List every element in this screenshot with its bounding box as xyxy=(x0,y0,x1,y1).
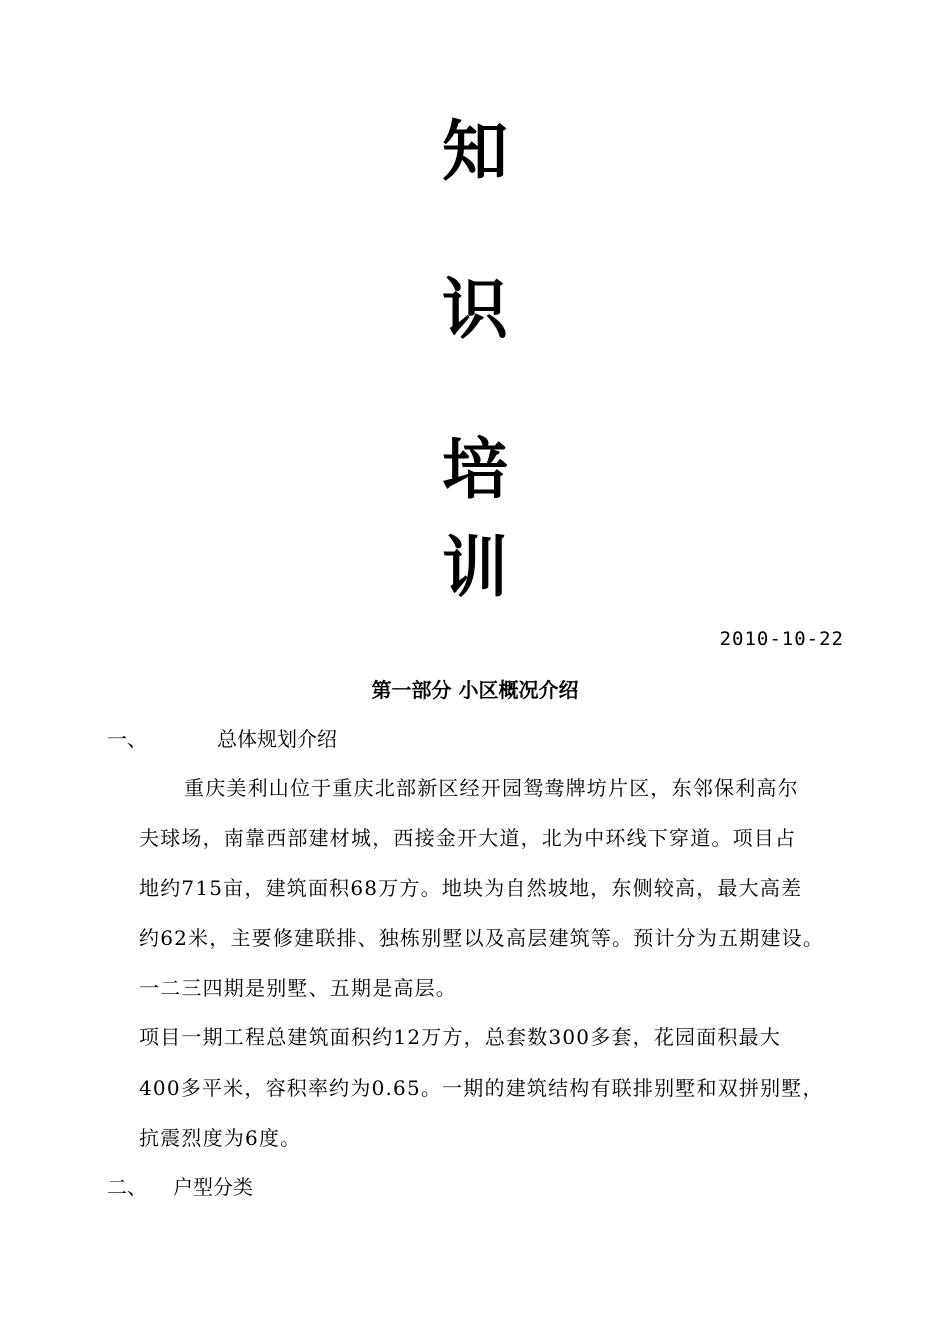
paragraph-line: 重庆美利山位于重庆北部新区经开园鸳鸯牌坊片区，东邻保利高尔 xyxy=(184,776,799,800)
section-number: 二、 xyxy=(107,1175,147,1199)
paragraph-line: 夫球场，南靠西部建材城，西接金开大道，北为中环线下穿道。项目占 xyxy=(139,826,797,850)
section-title: 总体规划介绍 xyxy=(217,727,337,751)
cover-title-char: 培 xyxy=(442,431,508,508)
cover-title-char: 识 xyxy=(442,271,508,348)
cover-title-char: 知 xyxy=(442,113,508,190)
section-heading xyxy=(107,725,507,753)
paragraph-line: 抗震烈度为6度。 xyxy=(139,1126,302,1150)
paragraph-line: 400多平米，容积率约为0.65。一期的建筑结构有联排别墅和双拼别墅， xyxy=(139,1076,824,1100)
section-heading xyxy=(107,1173,507,1201)
paragraph-line: 约62米，主要修建联排、独栋别墅以及高层建筑等。预计分为五期建设。 xyxy=(139,926,825,950)
cover-title-char: 训 xyxy=(442,529,508,606)
paragraph-line: 一二三四期是别墅、五期是高层。 xyxy=(139,976,457,1000)
section-title: 户型分类 xyxy=(173,1175,253,1199)
document-date: 2010-10-22 xyxy=(719,628,844,650)
paragraph-line: 地约715亩，建筑面积68万方。地块为自然坡地，东侧较高，最大高差 xyxy=(139,876,803,900)
paragraph-line: 项目一期工程总建筑面积约12万方，总套数300多套，花园面积最大 xyxy=(139,1025,782,1049)
section-number: 一、 xyxy=(107,727,147,751)
part-title: 第一部分 小区概况介绍 xyxy=(371,678,579,702)
